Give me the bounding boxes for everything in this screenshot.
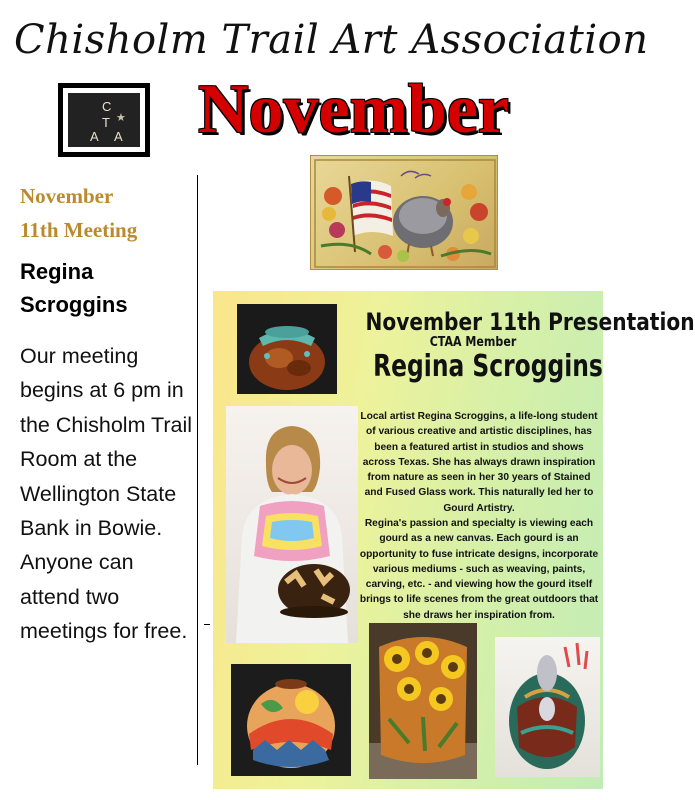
meeting-details: Our meeting begins at 6 pm in the Chisholm Trail Room at the Wellington State Bank in Bowie. Anyone can attend two meetings for free.	[20, 344, 193, 644]
gourd-photo-sunflowers	[369, 623, 477, 779]
association-title: Chisholm Trail Art Association	[14, 17, 649, 63]
logo-letter-c: C	[102, 99, 112, 114]
presenter-specialty-paragraph: Regina's passion and specialty is viewing each gourd as a new canvas. Each gourd is an opportunity to fuse intricate designs, incorporate various mediums - such as weaving, paints, carving, etc. - and viewing how the gourd itself brings to life scenes from the great outdoors that she draws her inspiration from.	[359, 518, 599, 621]
presentation-flyer	[213, 291, 695, 789]
gourd-photo-sun	[231, 664, 351, 776]
speaker-last-name: Scroggins	[20, 292, 128, 317]
presenter-bio-paragraph: Local artist Regina Scroggins, a life-long student of various creative and artistic disciplines, has been a featured artist in studios and shows across Texas. She has always drawn inspiration from nature as seen in her 30 years of Stained and Fused Glass work. This naturally led her to Gourd Artistry.	[360, 411, 598, 514]
logo-letter-a-left: A	[90, 129, 99, 144]
presentation-title: November 11th Presentation	[365, 308, 695, 336]
speaker-name	[20, 255, 180, 321]
ctaa-logo	[58, 83, 150, 157]
turkey-flag-illustration	[311, 156, 499, 271]
logo-letter-a-right: A	[114, 129, 123, 144]
presentation-subtitle: CTAA Member	[429, 335, 517, 350]
divider-tick	[204, 624, 210, 625]
column-divider	[197, 175, 198, 765]
gourd-photo-woven	[495, 637, 600, 777]
meeting-date-heading: November	[20, 184, 114, 208]
thanksgiving-postcard-image	[310, 155, 498, 270]
logo-letter-t: T	[102, 115, 110, 130]
month-title: November	[198, 71, 510, 148]
gourd-photo-turquoise	[237, 304, 337, 394]
speaker-first-name: Regina	[20, 259, 94, 284]
logo-star-icon: ★	[116, 112, 126, 124]
meeting-number-heading: 11th Meeting	[20, 218, 138, 242]
artist-portrait-photo	[226, 406, 358, 643]
presenter-name: Regina Scroggins	[373, 349, 603, 384]
